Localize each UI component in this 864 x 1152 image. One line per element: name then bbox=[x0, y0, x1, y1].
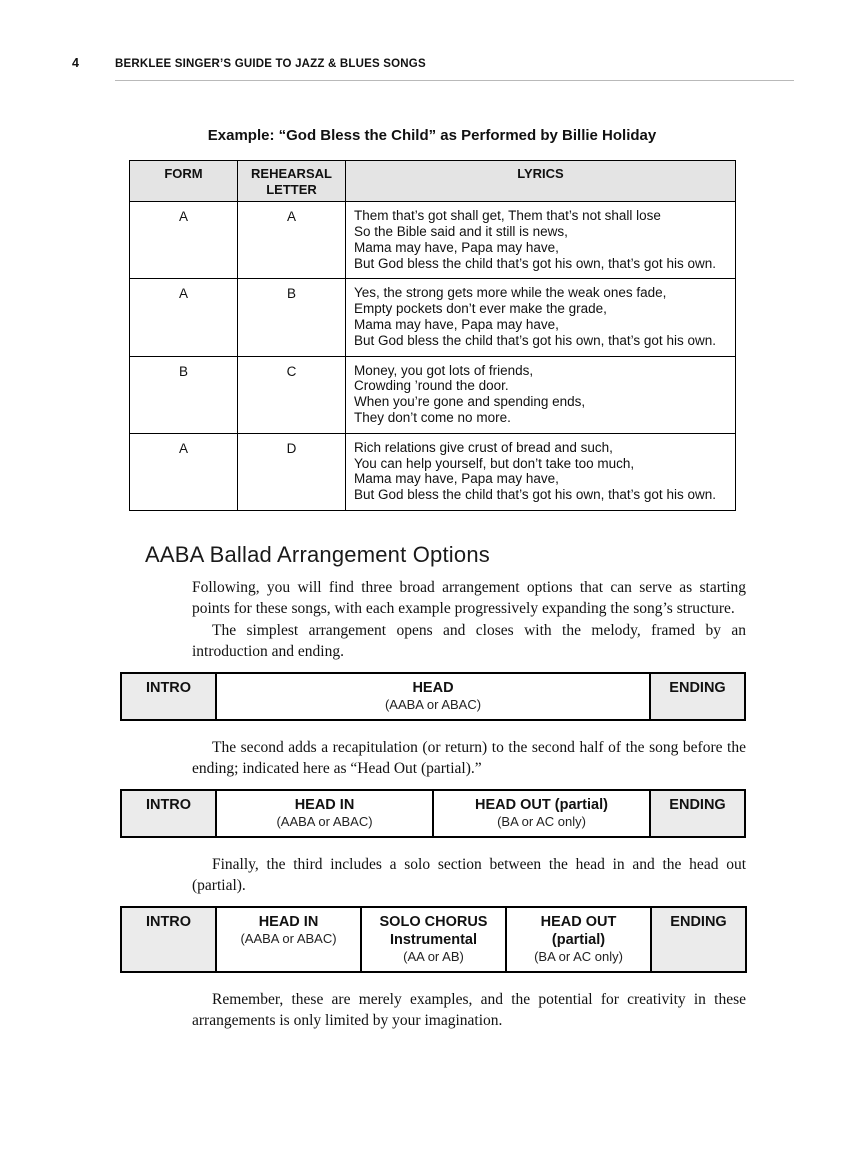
intro-cell bbox=[121, 673, 216, 720]
rehearsal-letter-cell: C bbox=[238, 356, 346, 433]
intro-cell bbox=[121, 907, 216, 972]
lyric-line: Them that’s got shall get, Them that’s not shall lose bbox=[354, 208, 661, 224]
ending-cell bbox=[650, 673, 745, 720]
cell-note: (AA or AB) bbox=[403, 948, 464, 964]
section-heading: AABA Ballad Arrangement Options bbox=[145, 541, 490, 567]
table-row bbox=[130, 202, 736, 279]
cell-title: ENDING bbox=[670, 913, 727, 930]
cell-subtitle-bold: (partial) bbox=[551, 931, 606, 948]
arrangement-diagram-3 bbox=[120, 906, 747, 973]
lyric-line: Empty pockets don’t ever make the grade, bbox=[354, 301, 607, 317]
paragraph-simplest: The simplest arrangement opens and closes with the melody, framed by an introduction and ending. bbox=[192, 621, 746, 661]
lyrics-cell bbox=[346, 279, 736, 356]
form-cell: A bbox=[130, 433, 238, 510]
paragraph-second-option: The second adds a recapitulation (or return) to the second half of the song before the ending; indicated here as “Head Out (partial).” bbox=[192, 738, 746, 778]
lyric-line: So the Bible said and it still is news, bbox=[354, 223, 568, 239]
cell-title: HEAD IN bbox=[258, 913, 319, 930]
col-header-form: FORM bbox=[130, 161, 238, 202]
cell-title: HEAD bbox=[412, 679, 454, 696]
lyric-line: Mama may have, Papa may have, bbox=[354, 239, 559, 255]
cell-title: SOLO CHORUS bbox=[379, 913, 488, 930]
lyric-line: When you’re gone and spending ends, bbox=[354, 394, 586, 410]
lyric-line: But God bless the child that’s got his own, that’s got his own. bbox=[354, 332, 716, 348]
table-row bbox=[130, 433, 736, 510]
cell-subtitle: (BA or AC only) bbox=[497, 813, 586, 829]
form-cell: B bbox=[130, 356, 238, 433]
diagram-row bbox=[121, 790, 745, 837]
form-cell: A bbox=[130, 202, 238, 279]
lyric-line: They don’t come no more. bbox=[354, 409, 511, 425]
cell-subtitle: (AABA or ABAC) bbox=[276, 813, 373, 829]
lyrics-cell bbox=[346, 202, 736, 279]
diagram-row bbox=[121, 673, 745, 720]
head-out-cell bbox=[433, 790, 650, 837]
lyric-line: Rich relations give crust of bread and such, bbox=[354, 439, 613, 455]
rehearsal-letter-cell: B bbox=[238, 279, 346, 356]
ending-cell bbox=[650, 790, 745, 837]
running-head-rule bbox=[115, 54, 794, 81]
cell-title: ENDING bbox=[669, 679, 726, 696]
intro-cell bbox=[121, 790, 216, 837]
running-head bbox=[72, 54, 794, 81]
head-out-cell bbox=[506, 907, 651, 972]
cell-subtitle: (AABA or ABAC) bbox=[240, 930, 337, 946]
paragraph-intro: Following, you will find three broad arrangement options that can serve as starting points for these songs, with each example progressively expanding the song’s structure. bbox=[192, 578, 746, 618]
head-in-cell bbox=[216, 790, 433, 837]
paragraph-closing: Remember, these are merely examples, and the potential for creativity in these arrangements is only limited by your imagination. bbox=[192, 990, 746, 1030]
arrangement-diagram-2 bbox=[120, 789, 746, 838]
lyrics-cell bbox=[346, 356, 736, 433]
table-row bbox=[130, 279, 736, 356]
cell-title: INTRO bbox=[145, 913, 192, 930]
lyric-line: Money, you got lots of friends, bbox=[354, 362, 534, 378]
lyric-line: Mama may have, Papa may have, bbox=[354, 316, 559, 332]
lyric-line: But God bless the child that’s got his own, that’s got his own. bbox=[354, 487, 716, 503]
cell-subtitle: (AABA or ABAC) bbox=[384, 696, 482, 712]
cell-title: INTRO bbox=[145, 679, 192, 696]
lyric-line: But God bless the child that’s got his own, that’s got his own. bbox=[354, 255, 716, 271]
solo-chorus-cell bbox=[361, 907, 506, 972]
rehearsal-letter-cell: D bbox=[238, 433, 346, 510]
head-in-cell bbox=[216, 907, 361, 972]
cell-title: HEAD OUT bbox=[540, 913, 617, 930]
example-title: Example: “God Bless the Child” as Performed by Billie Holiday bbox=[207, 127, 657, 144]
cell-subtitle-bold: Instrumental bbox=[389, 931, 477, 948]
lyrics-table-header-row bbox=[130, 161, 736, 202]
lyric-line: You can help yourself, but don’t take too much, bbox=[354, 455, 635, 471]
paragraph-third-option: Finally, the third includes a solo section between the head in and the head out (partial). bbox=[192, 855, 746, 895]
diagram-row bbox=[121, 907, 746, 972]
head-cell bbox=[216, 673, 650, 720]
ending-cell bbox=[651, 907, 746, 972]
book-title: BERKLEE SINGER’S GUIDE TO JAZZ & BLUES SONGS bbox=[115, 58, 426, 70]
table-row bbox=[130, 356, 736, 433]
lyric-line: Yes, the strong gets more while the weak ones fade, bbox=[354, 285, 667, 301]
page-number: 4 bbox=[72, 56, 79, 70]
cell-title: ENDING bbox=[669, 796, 726, 813]
lyrics-cell bbox=[346, 433, 736, 510]
cell-title: INTRO bbox=[145, 796, 192, 813]
col-header-rehearsal-letter: REHEARSAL LETTER bbox=[238, 161, 346, 202]
lyrics-table bbox=[129, 160, 736, 511]
form-cell: A bbox=[130, 279, 238, 356]
lyric-line: Crowding ’round the door. bbox=[354, 378, 509, 394]
cell-note: (BA or AC only) bbox=[534, 948, 623, 964]
arrangement-diagram-1 bbox=[120, 672, 746, 721]
rehearsal-letter-cell: A bbox=[238, 202, 346, 279]
lyric-line: Mama may have, Papa may have, bbox=[354, 471, 559, 487]
cell-title: HEAD OUT (partial) bbox=[475, 796, 608, 813]
cell-title: HEAD IN bbox=[294, 796, 355, 813]
col-header-lyrics: LYRICS bbox=[346, 161, 736, 202]
